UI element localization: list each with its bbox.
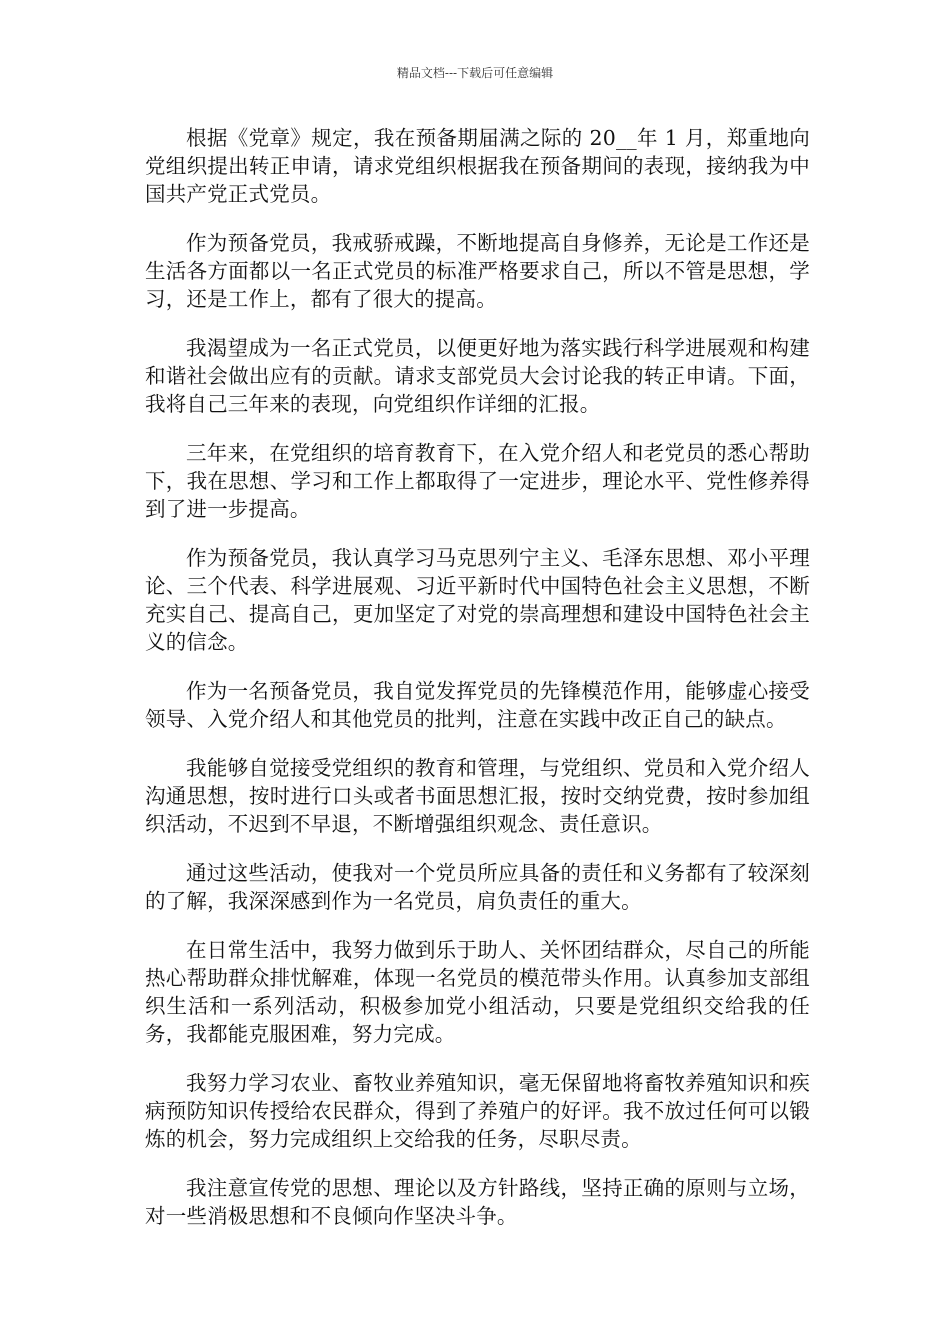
- paragraph-4: 三年来，在党组织的培育教育下，在入党介绍人和老党员的悉心帮助下，我在思想、学习和工作上都取得了一定进步，理论水平、党性修养得到了进一步提高。: [145, 441, 810, 521]
- paragraph-10: 我努力学习农业、畜牧业养殖知识，毫无保留地将畜牧养殖知识和疾病预防知识传授给农民群众，得到了养殖户的好评。我不放过任何可以锻炼的机会，努力完成组织上交给我的任务，尽职尽责。: [145, 1071, 810, 1151]
- paragraph-11: 我注意宣传党的思想、理论以及方针路线，坚持正确的原则与立场，对一些消极思想和不良倾向作坚决斗争。: [145, 1176, 810, 1228]
- paragraph-1: 根据《党章》规定，我在预备期届满之际的 20__年 1 月，郑重地向党组织提出转正申请，请求党组织根据我在预备期间的表现，接纳我为中国共产党正式党员。: [145, 126, 810, 206]
- paragraph-5: 作为预备党员，我认真学习马克思列宁主义、毛泽东思想、邓小平理论、三个代表、科学进展观、习近平新时代中国特色社会主义思想，不断充实自己、提高自己，更加坚定了对党的崇高理想和建设中国特色社会主义的信念。: [145, 546, 810, 654]
- paragraph-9: 在日常生活中，我努力做到乐于助人、关怀团结群众，尽自己的所能热心帮助群众排忧解难，体现一名党员的模范带头作用。认真参加支部组织生活和一系列活动，积极参加党小组活动，只要是党组织交给我的任务，我都能克服困难，努力完成。: [145, 938, 810, 1046]
- paragraph-7: 我能够自觉接受党组织的教育和管理，与党组织、党员和入党介绍人沟通思想，按时进行口头或者书面思想汇报，按时交纳党费，按时参加组织活动，不迟到不早退，不断增强组织观念、责任意识。: [145, 756, 810, 836]
- document-body: [145, 124, 810, 1251]
- paragraph-3: 我渴望成为一名正式党员，以便更好地为落实践行科学进展观和构建和谐社会做出应有的贡献。请求支部党员大会讨论我的转正申请。下面，我将自己三年来的表现，向党组织作详细的汇报。: [145, 336, 810, 416]
- paragraph-8: 通过这些活动，使我对一个党员所应具备的责任和义务都有了较深刻的了解，我深深感到作为一名党员，肩负责任的重大。: [145, 861, 810, 913]
- paragraph-2: 作为预备党员，我戒骄戒躁，不断地提高自身修养，无论是工作还是生活各方面都以一名正式党员的标准严格要求自己，所以不管是思想，学习，还是工作上，都有了很大的提高。: [145, 231, 810, 311]
- page-header: 精品文档---下载后可任意编辑: [396, 66, 554, 80]
- paragraph-6: 作为一名预备党员，我自觉发挥党员的先锋模范作用，能够虚心接受领导、入党介绍人和其他党员的批判，注意在实践中改正自己的缺点。: [145, 679, 810, 731]
